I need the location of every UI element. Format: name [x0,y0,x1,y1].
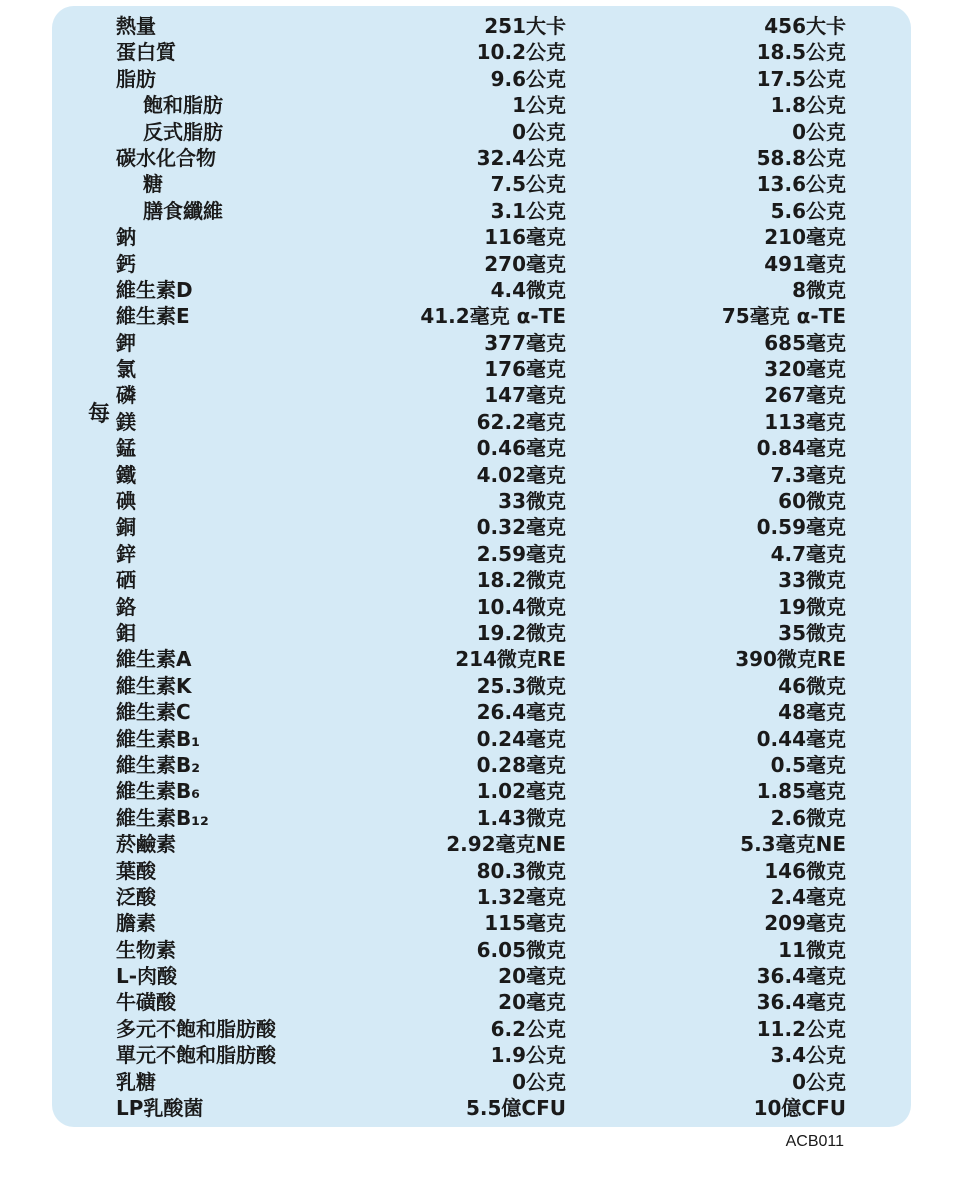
value-column-2: 209毫克 [764,911,846,936]
nutrient-name: 反式脂肪 [143,119,223,144]
table-row [0,805,960,831]
table-row [0,382,960,408]
value-column-2: 3.4公克 [770,1043,846,1068]
nutrient-name: 維生素C [116,700,191,725]
table-row [0,541,960,567]
value-column-1: 6.2公克 [490,1016,566,1041]
value-column-1: 20毫克 [498,964,566,989]
nutrient-name: 磷 [116,383,136,408]
value-column-2: 46微克 [778,673,846,698]
value-column-2: 7.3毫克 [770,462,846,487]
table-row [0,356,960,382]
nutrient-name: 鐵 [116,462,136,487]
value-column-2: 0.59毫克 [756,515,846,540]
table-row [0,303,960,329]
table-row [0,989,960,1015]
nutrient-name: 銅 [116,515,136,540]
value-column-1: 26.4毫克 [476,700,566,725]
value-column-2: 8微克 [792,277,846,302]
value-column-1: 4.4微克 [490,277,566,302]
value-column-2: 36.4毫克 [756,990,846,1015]
value-column-2: 1.85毫克 [756,779,846,804]
value-column-1: 3.1公克 [490,198,566,223]
nutrient-name: 膳食纖維 [143,198,223,223]
value-column-2: 19微克 [778,594,846,619]
nutrient-name: 單元不飽和脂肪酸 [116,1043,276,1068]
value-column-1: 0.46毫克 [476,436,566,461]
value-column-2: 35微克 [778,620,846,645]
table-row [0,198,960,224]
value-column-2: 0.44毫克 [756,726,846,751]
nutrient-name: 維生素B₆ [116,779,201,804]
table-row [0,462,960,488]
table-row [0,171,960,197]
value-column-2: 60微克 [778,489,846,514]
side-label: 每 [88,402,111,427]
value-column-1: 147毫克 [484,383,566,408]
value-column-2: 11微克 [778,937,846,962]
value-column-2: 491毫克 [764,251,846,276]
value-column-2: 0公克 [792,1069,846,1094]
value-column-2: 146微克 [764,858,846,883]
nutrient-name: 氯 [116,357,136,382]
nutrient-name: 葉酸 [116,858,156,883]
value-column-1: 1.32毫克 [476,884,566,909]
value-column-2: 0公克 [792,119,846,144]
nutrient-name: 維生素B₁ [116,726,201,751]
nutrient-name: 飽和脂肪 [143,93,223,118]
table-row [0,145,960,171]
nutrient-name: 鈉 [116,225,136,250]
value-column-1: 116毫克 [484,225,566,250]
table-row [0,119,960,145]
nutrient-name: 生物素 [116,937,176,962]
table-row [0,224,960,250]
nutrient-name: 維生素E [116,304,190,329]
table-row [0,778,960,804]
value-column-2: 58.8公克 [756,145,846,170]
nutrient-name: 菸鹼素 [116,832,176,857]
value-column-1: 18.2微克 [476,568,566,593]
value-column-1: 2.92毫克NE [446,832,566,857]
value-column-2: 13.6公克 [756,172,846,197]
nutrient-name: 維生素K [116,673,192,698]
value-column-2: 17.5公克 [756,66,846,91]
nutrition-table [0,13,960,1121]
value-column-2: 0.5毫克 [770,752,846,777]
value-column-2: 48毫克 [778,700,846,725]
value-column-2: 390微克RE [735,647,846,672]
nutrient-name: 維生素B₂ [116,752,201,777]
product-code: ACB011 [785,1133,844,1150]
value-column-2: 10億CFU [753,1096,846,1121]
table-row [0,937,960,963]
table-row [0,910,960,936]
nutrient-name: 維生素D [116,277,193,302]
value-column-2: 33微克 [778,568,846,593]
value-column-1: 41.2毫克 α-TE [420,304,566,329]
value-column-2: 2.6微克 [770,805,846,830]
nutrient-name: 乳糖 [116,1069,156,1094]
value-column-2: 75毫克 α-TE [721,304,846,329]
nutrient-name: 蛋白質 [116,40,176,65]
value-column-2: 113毫克 [764,409,846,434]
table-row [0,13,960,39]
table-row [0,831,960,857]
table-row [0,646,960,672]
nutrient-name: 糖 [143,172,163,197]
value-column-2: 0.84毫克 [756,436,846,461]
value-column-1: 0.24毫克 [476,726,566,751]
nutrient-name: 鉀 [116,330,136,355]
nutrient-name: 脂肪 [116,66,156,91]
table-row [0,963,960,989]
nutrient-name: 泛酸 [116,884,156,909]
value-column-1: 1.43微克 [476,805,566,830]
nutrient-name: 硒 [116,568,136,593]
nutrient-name: 多元不飽和脂肪酸 [116,1016,276,1041]
table-row [0,699,960,725]
table-row [0,409,960,435]
nutrient-name: 鋅 [116,541,136,566]
nutrient-name: LP乳酸菌 [116,1096,204,1121]
value-column-1: 0.28毫克 [476,752,566,777]
value-column-1: 2.59毫克 [476,541,566,566]
value-column-1: 19.2微克 [476,620,566,645]
value-column-1: 0公克 [512,119,566,144]
value-column-1: 1公克 [512,93,566,118]
nutrient-name: 碘 [116,489,136,514]
table-row [0,1016,960,1042]
table-row [0,726,960,752]
table-row [0,277,960,303]
value-column-1: 377毫克 [484,330,566,355]
value-column-1: 0公克 [512,1069,566,1094]
nutrient-name: 維生素A [116,647,192,672]
value-column-1: 9.6公克 [490,66,566,91]
table-row [0,752,960,778]
value-column-2: 36.4毫克 [756,964,846,989]
table-row [0,330,960,356]
nutrient-name: 維生素B₁₂ [116,805,209,830]
nutrient-name: 熱量 [116,14,156,38]
value-column-1: 6.05微克 [476,937,566,962]
nutrient-name: 鎂 [116,409,136,434]
nutrient-name: 錳 [116,436,136,461]
value-column-1: 0.32毫克 [476,515,566,540]
table-row [0,858,960,884]
nutrient-name: 牛磺酸 [116,990,176,1015]
value-column-2: 18.5公克 [756,40,846,65]
value-column-1: 33微克 [498,489,566,514]
value-column-2: 5.6公克 [770,198,846,223]
table-row [0,435,960,461]
value-column-2: 210毫克 [764,225,846,250]
table-row [0,1095,960,1121]
value-column-1: 20毫克 [498,990,566,1015]
table-row [0,488,960,514]
value-column-1: 80.3微克 [476,858,566,883]
table-row [0,514,960,540]
table-row [0,620,960,646]
value-column-1: 176毫克 [484,357,566,382]
table-row [0,673,960,699]
value-column-2: 4.7毫克 [770,541,846,566]
value-column-2: 5.3毫克NE [740,832,846,857]
table-row [0,1042,960,1068]
value-column-1: 214微克RE [455,647,566,672]
table-row [0,567,960,593]
value-column-2: 11.2公克 [756,1016,846,1041]
value-column-2: 1.8公克 [770,93,846,118]
table-row [0,39,960,65]
table-row [0,251,960,277]
value-column-1: 25.3微克 [476,673,566,698]
value-column-1: 32.4公克 [476,145,566,170]
value-column-1: 1.9公克 [490,1043,566,1068]
value-column-1: 5.5億CFU [465,1096,566,1121]
value-column-1: 270毫克 [484,251,566,276]
value-column-1: 10.4微克 [476,594,566,619]
nutrient-name: L-肉酸 [116,964,178,989]
table-row [0,92,960,118]
value-column-1: 115毫克 [484,911,566,936]
nutrient-name: 膽素 [116,911,156,936]
value-column-1: 1.02毫克 [476,779,566,804]
value-column-1: 7.5公克 [490,172,566,197]
table-row [0,594,960,620]
nutrient-name: 鉻 [116,594,136,619]
table-row [0,66,960,92]
value-column-1: 251大卡 [484,14,566,38]
value-column-2: 320毫克 [764,357,846,382]
nutrient-name: 碳水化合物 [116,145,216,170]
value-column-2: 267毫克 [764,383,846,408]
nutrient-name: 鉬 [116,620,136,645]
value-column-2: 456大卡 [764,14,846,38]
value-column-1: 10.2公克 [476,40,566,65]
value-column-2: 2.4毫克 [770,884,846,909]
table-row [0,884,960,910]
nutrient-name: 鈣 [116,251,136,276]
table-row [0,1069,960,1095]
value-column-1: 4.02毫克 [476,462,566,487]
value-column-1: 62.2毫克 [476,409,566,434]
value-column-2: 685毫克 [764,330,846,355]
